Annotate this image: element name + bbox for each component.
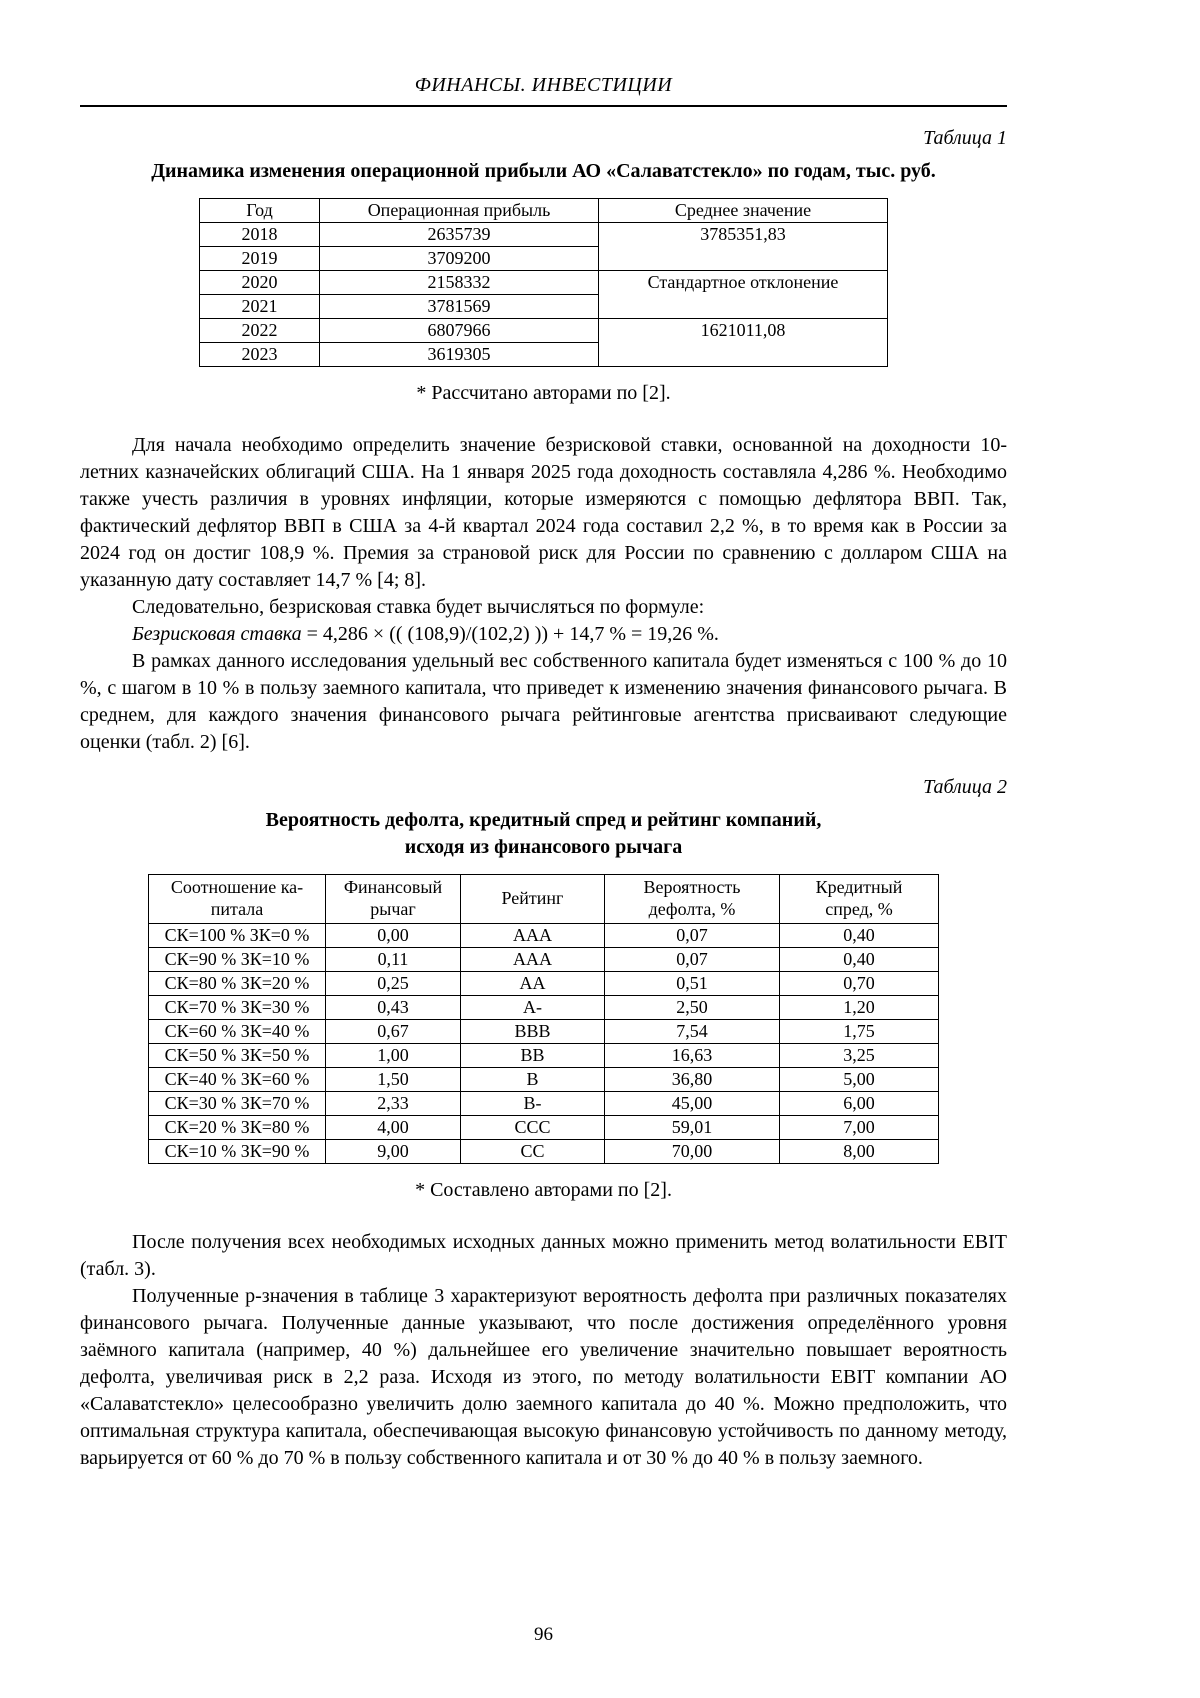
table-cell-leverage: 0,67 xyxy=(326,1020,461,1044)
table-cell-mean-value: 3785351,83 xyxy=(599,223,888,271)
table-cell-spread: 7,00 xyxy=(780,1116,939,1140)
paragraph-ebit-method: После получения всех необходимых исходных данных можно применить метод волатильности EBIT (табл. 3). xyxy=(80,1231,1007,1280)
paragraph-conclusion: Полученные p-значения в таблице 3 характеризуют вероятность дефолта при различных показателях финансового рычага. Полученные данные указывают, что после достижения определённого уровня заёмного капитала (например, 40 %) дальнейшее его увеличение значительно повышает вероятность дефолта, увеличивая риск в 2,2 раза. Исходя из этого, по методу волатильности EBIT компании АО «Салаватстекло» целесообразно увеличить долю заемного капитала до 40 %. Можно предположить, что оптимальная структура капитала, обеспечивающая высокую финансовую устойчивость по данному методу, варьируется от 60 % до 70 % в пользу собственного капитала и от 30 % до 40 % в пользу заемного. xyxy=(80,1285,1007,1469)
table-cell-ratio: СК=100 % ЗК=0 % xyxy=(149,924,326,948)
table-cell-default-prob: 0,51 xyxy=(605,972,780,996)
table-cell-default-prob: 2,50 xyxy=(605,996,780,1020)
page-header xyxy=(80,74,1007,107)
table-cell-year: 2023 xyxy=(200,343,320,367)
table-cell-ratio: СК=80 % ЗК=20 % xyxy=(149,972,326,996)
table-cell-profit: 6807966 xyxy=(320,319,599,343)
table-row xyxy=(200,319,888,343)
table-cell-default-prob: 0,07 xyxy=(605,924,780,948)
table-cell-rating: B xyxy=(461,1068,605,1092)
table-cell-spread: 0,70 xyxy=(780,972,939,996)
table-cell-spread: 3,25 xyxy=(780,1044,939,1068)
table-cell-rating: AA xyxy=(461,972,605,996)
table-cell-spread: 8,00 xyxy=(780,1140,939,1164)
table-row xyxy=(149,1092,939,1116)
header-line: Финансовый xyxy=(343,877,443,898)
table1-footnote: * Рассчитано авторами по [2]. xyxy=(416,382,671,404)
table-cell-default-prob: 70,00 xyxy=(605,1140,780,1164)
table-cell-rating: B- xyxy=(461,1092,605,1116)
header-line: питала xyxy=(210,899,264,919)
table-cell-ratio: СК=10 % ЗК=90 % xyxy=(149,1140,326,1164)
table-cell-leverage: 0,00 xyxy=(326,924,461,948)
table-cell-leverage: 0,43 xyxy=(326,996,461,1020)
table-cell-ratio: СК=90 % ЗК=10 % xyxy=(149,948,326,972)
page-number: 96 xyxy=(534,1624,553,1645)
formula-term: Безрисковая ставка xyxy=(132,623,302,645)
header-line: дефолта, % xyxy=(648,899,736,919)
table-cell-year: 2019 xyxy=(200,247,320,271)
table1-caption: Таблица 1 xyxy=(923,127,1007,149)
table2-header-credit-spread xyxy=(780,875,939,924)
table-cell-year: 2021 xyxy=(200,295,320,319)
table1-header-mean: Среднее значение xyxy=(599,199,888,223)
table2-header-capital-ratio xyxy=(149,875,326,924)
table2-footnote: * Составлено авторами по [2]. xyxy=(415,1179,672,1201)
table-cell-profit: 2635739 xyxy=(320,223,599,247)
table-cell-leverage: 4,00 xyxy=(326,1116,461,1140)
paragraph-formula xyxy=(80,621,1007,648)
header-line: спред, % xyxy=(825,899,893,919)
header-line: Кредитный xyxy=(815,877,903,898)
table2-caption: Таблица 2 xyxy=(923,776,1007,798)
table-cell-stddev-label: Стандартное отклонение xyxy=(599,271,888,319)
table-cell-leverage: 1,50 xyxy=(326,1068,461,1092)
table2-header-rating xyxy=(461,875,605,924)
table-cell-rating: CCC xyxy=(461,1116,605,1140)
table-cell-spread: 1,20 xyxy=(780,996,939,1020)
table-row xyxy=(149,1068,939,1092)
table-row xyxy=(200,271,888,295)
table1-title: Динамика изменения операционной прибыли АО «Салаватстекло» по годам, тыс. руб. xyxy=(151,160,936,182)
header-line: рычаг xyxy=(370,899,416,919)
formula-expression: = 4,286 × (( (108,9)/(102,2) )) + 14,7 % = 19,26 %. xyxy=(301,623,719,645)
table2-header-default-prob xyxy=(605,875,780,924)
table-row xyxy=(149,996,939,1020)
table-row xyxy=(149,948,939,972)
header-line: Вероятность xyxy=(643,877,741,898)
table-cell-ratio: СК=30 % ЗК=70 % xyxy=(149,1092,326,1116)
table1-header-year: Год xyxy=(200,199,320,223)
table-cell-spread: 1,75 xyxy=(780,1020,939,1044)
paragraph-research-scope: В рамках данного исследования удельный вес собственного капитала будет изменяться с 100 % до 10 %, с шагом в 10 % в пользу заемного капитала, что приведет к изменению значения финансового рычага. В среднем, для каждого значения финансового рычага рейтинговые агентства присваивают следующие оценки (табл. 2) [6]. xyxy=(80,650,1007,753)
table-row xyxy=(149,972,939,996)
table-row xyxy=(149,924,939,948)
table-cell-profit: 3781569 xyxy=(320,295,599,319)
table-cell-ratio: СК=60 % ЗК=40 % xyxy=(149,1020,326,1044)
table-cell-spread: 5,00 xyxy=(780,1068,939,1092)
table-cell-year: 2020 xyxy=(200,271,320,295)
table-cell-profit: 3709200 xyxy=(320,247,599,271)
table-cell-rating: CC xyxy=(461,1140,605,1164)
table-cell-ratio: СК=50 % ЗК=50 % xyxy=(149,1044,326,1068)
table-cell-spread: 0,40 xyxy=(780,948,939,972)
table-cell-profit: 3619305 xyxy=(320,343,599,367)
header-line: Соотношение ка- xyxy=(170,877,304,898)
table-cell-default-prob: 0,07 xyxy=(605,948,780,972)
table-cell-rating: BBB xyxy=(461,1020,605,1044)
table-row xyxy=(149,1116,939,1140)
table-cell-rating: AAA xyxy=(461,924,605,948)
header-rule xyxy=(80,105,1007,107)
table-cell-ratio: СК=40 % ЗК=60 % xyxy=(149,1068,326,1092)
table-cell-default-prob: 16,63 xyxy=(605,1044,780,1068)
table-cell-rating: AAA xyxy=(461,948,605,972)
running-head: ФИНАНСЫ. ИНВЕСТИЦИИ xyxy=(414,74,673,96)
header-line: Рейтинг xyxy=(501,888,564,909)
table-cell-default-prob: 36,80 xyxy=(605,1068,780,1092)
table2-title-line1: Вероятность дефолта, кредитный спред и рейтинг компаний, xyxy=(265,809,822,831)
table-cell-year: 2022 xyxy=(200,319,320,343)
table-row xyxy=(149,1044,939,1068)
table-cell-default-prob: 45,00 xyxy=(605,1092,780,1116)
table-cell-leverage: 1,00 xyxy=(326,1044,461,1068)
table-row xyxy=(149,1140,939,1164)
table2-header-leverage xyxy=(326,875,461,924)
table2-default-probability xyxy=(148,874,939,1164)
table-cell-default-prob: 59,01 xyxy=(605,1116,780,1140)
table-cell-year: 2018 xyxy=(200,223,320,247)
table1-header-profit: Операционная прибыль xyxy=(320,199,599,223)
table-cell-leverage: 9,00 xyxy=(326,1140,461,1164)
paragraph-formula-intro: Следовательно, безрисковая ставка будет вычисляться по формуле: xyxy=(132,596,705,618)
table2-header-row xyxy=(149,875,939,924)
paragraph-risk-free-rate: Для начала необходимо определить значение безрисковой ставки, основанной на доходности 10-летних казначейских облигаций США. На 1 января 2025 года доходность составляла 4,286 %. Необходимо также учесть различия в уровнях инфляции, которые измеряются с помощью дефлятора ВВП. Так, фактический дефлятор ВВП в США за 4-й квартал 2024 года составил 2,2 %, в то время как в России за 2024 год он достиг 108,9 %. Премия за страновой риск для России по сравнению с долларом США на указанную дату составляет 14,7 % [4; 8]. xyxy=(80,434,1007,591)
table-cell-stddev-value: 1621011,08 xyxy=(599,319,888,367)
table-cell-leverage: 0,11 xyxy=(326,948,461,972)
table-cell-ratio: СК=20 % ЗК=80 % xyxy=(149,1116,326,1140)
table-row xyxy=(200,223,888,247)
table1-operating-profit xyxy=(199,198,888,367)
table-cell-leverage: 2,33 xyxy=(326,1092,461,1116)
table-cell-spread: 0,40 xyxy=(780,924,939,948)
table-cell-default-prob: 7,54 xyxy=(605,1020,780,1044)
table2-title xyxy=(80,807,1007,861)
table-cell-spread: 6,00 xyxy=(780,1092,939,1116)
table-cell-ratio: СК=70 % ЗК=30 % xyxy=(149,996,326,1020)
table-cell-leverage: 0,25 xyxy=(326,972,461,996)
table1-header-row xyxy=(200,199,888,223)
table-cell-rating: BB xyxy=(461,1044,605,1068)
table2-title-line2: исходя из финансового рычага xyxy=(404,836,683,858)
table-row xyxy=(149,1020,939,1044)
table-cell-profit: 2158332 xyxy=(320,271,599,295)
table-cell-rating: A- xyxy=(461,996,605,1020)
